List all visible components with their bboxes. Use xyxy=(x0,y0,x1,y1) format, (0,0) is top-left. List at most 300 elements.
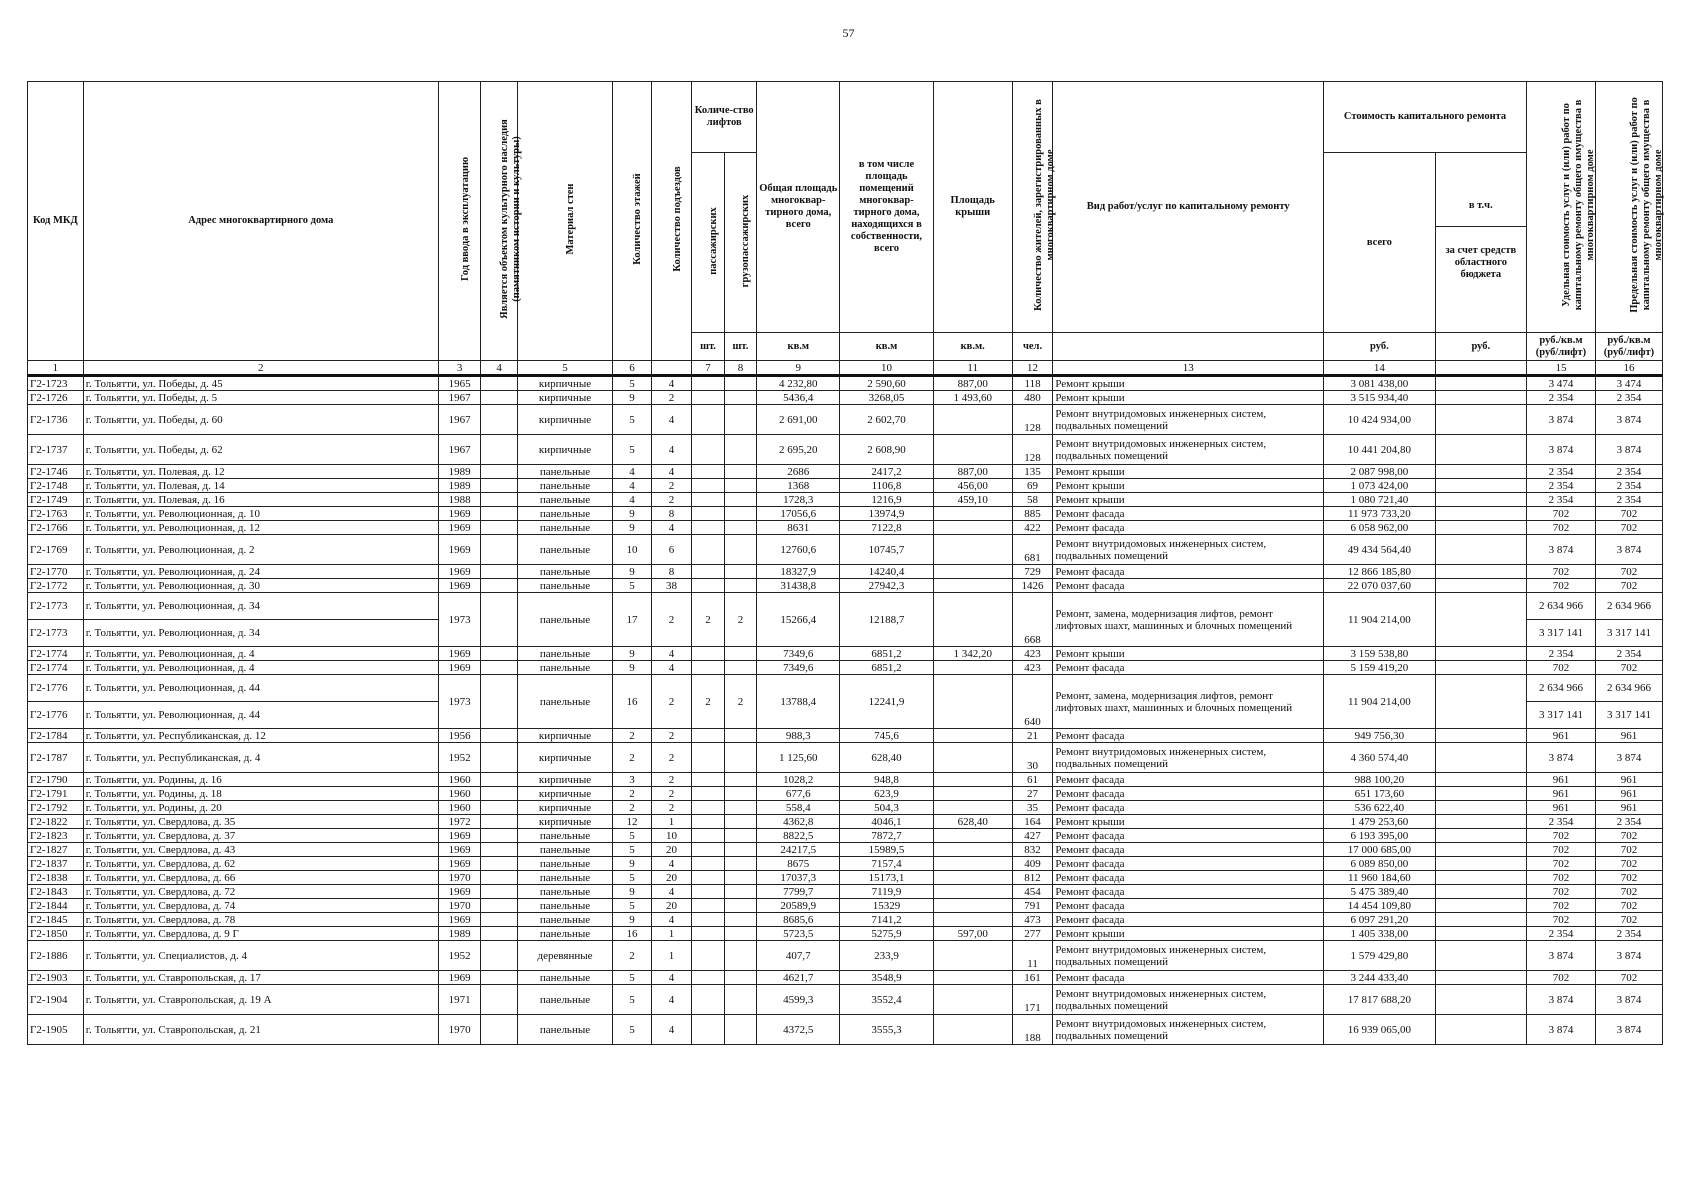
cell-max-cost: 961 xyxy=(1595,773,1662,787)
cell-floors: 17 xyxy=(613,593,652,647)
cell-year: 1971 xyxy=(438,985,481,1015)
cell-residents: 427 xyxy=(1012,829,1053,843)
cell-cost-total: 988 100,20 xyxy=(1324,773,1436,787)
cell-year: 1969 xyxy=(438,857,481,871)
cell-area-owned: 7122,8 xyxy=(840,521,933,535)
cell-year: 1969 xyxy=(438,829,481,843)
cell-roof-area xyxy=(933,885,1012,899)
cell-code: Г2-1827 xyxy=(28,843,84,857)
table-row xyxy=(28,391,1663,405)
cell-cost-regional xyxy=(1435,829,1526,843)
cell-residents: 118 xyxy=(1012,376,1053,391)
cell-material: кирпичные xyxy=(517,405,612,435)
cell-floors: 5 xyxy=(613,843,652,857)
cell-floors: 5 xyxy=(613,435,652,465)
cell-area-owned: 14240,4 xyxy=(840,565,933,579)
cell-address: г. Тольятти, ул. Революционная, д. 30 xyxy=(83,579,438,593)
table-row xyxy=(28,815,1663,829)
cell-area-total: 31438,8 xyxy=(757,579,840,593)
cell-heritage xyxy=(481,647,518,661)
cell-year: 1969 xyxy=(438,535,481,565)
cell-roof-area: 887,00 xyxy=(933,465,1012,479)
cell-material: панельные xyxy=(517,913,612,927)
cell-cost-total: 3 081 438,00 xyxy=(1324,376,1436,391)
cell-material: кирпичные xyxy=(517,815,612,829)
cell-unit-cost: 2 634 966 xyxy=(1526,675,1595,702)
cell-year: 1967 xyxy=(438,405,481,435)
cell-roof-area xyxy=(933,787,1012,801)
cell-cost-total: 5 159 419,20 xyxy=(1324,661,1436,675)
cell-cost-total: 14 454 109,80 xyxy=(1324,899,1436,913)
cell-residents: 277 xyxy=(1012,927,1053,941)
cell-cost-regional xyxy=(1435,535,1526,565)
cell-floors: 5 xyxy=(613,971,652,985)
cell-address: г. Тольятти, ул. Свердлова, д. 37 xyxy=(83,829,438,843)
unit-sqm-1: кв.м xyxy=(757,333,840,361)
cell-cost-regional xyxy=(1435,729,1526,743)
table-row xyxy=(28,647,1663,661)
cell-lifts-passenger xyxy=(692,507,724,521)
cell-max-cost: 702 xyxy=(1595,521,1662,535)
cell-unit-cost: 702 xyxy=(1526,857,1595,871)
cell-roof-area xyxy=(933,507,1012,521)
cell-floors: 9 xyxy=(613,885,652,899)
cell-area-total: 5436,4 xyxy=(757,391,840,405)
cell-floors: 9 xyxy=(613,913,652,927)
cell-lifts-cargo xyxy=(724,465,756,479)
cell-code: Г2-1837 xyxy=(28,857,84,871)
cell-address: г. Тольятти, ул. Ставропольская, д. 19 А xyxy=(83,985,438,1015)
cell-lifts-passenger xyxy=(692,405,724,435)
cell-cost-regional xyxy=(1435,521,1526,535)
cell-residents: 409 xyxy=(1012,857,1053,871)
cell-max-cost: 702 xyxy=(1595,579,1662,593)
cell-lifts-passenger xyxy=(692,941,724,971)
cell-unit-cost: 2 354 xyxy=(1526,465,1595,479)
cell-cost-total: 11 904 214,00 xyxy=(1324,675,1436,729)
cell-heritage xyxy=(481,871,518,885)
cell-area-total: 1368 xyxy=(757,479,840,493)
cell-year: 1969 xyxy=(438,565,481,579)
cell-lifts-passenger xyxy=(692,871,724,885)
cell-work-type: Ремонт фасада xyxy=(1053,843,1324,857)
cell-area-total: 2 695,20 xyxy=(757,435,840,465)
cell-area-owned: 2 602,70 xyxy=(840,405,933,435)
cell-floors: 9 xyxy=(613,507,652,521)
cell-cost-regional xyxy=(1435,787,1526,801)
cell-lifts-cargo xyxy=(724,913,756,927)
cell-area-total: 15266,4 xyxy=(757,593,840,647)
cell-code: Г2-1838 xyxy=(28,871,84,885)
cell-material: панельные xyxy=(517,843,612,857)
cell-cost-total: 49 434 564,40 xyxy=(1324,535,1436,565)
cell-area-owned: 27942,3 xyxy=(840,579,933,593)
cell-work-type: Ремонт фасада xyxy=(1053,507,1324,521)
cell-cost-total: 12 866 185,80 xyxy=(1324,565,1436,579)
cell-lifts-cargo xyxy=(724,435,756,465)
table-row xyxy=(28,857,1663,871)
cell-cost-total: 1 073 424,00 xyxy=(1324,479,1436,493)
cell-residents: 423 xyxy=(1012,661,1053,675)
cell-area-owned: 7119,9 xyxy=(840,885,933,899)
cell-entrances: 4 xyxy=(651,913,692,927)
cell-max-cost: 702 xyxy=(1595,843,1662,857)
cell-floors: 9 xyxy=(613,521,652,535)
cell-lifts-passenger xyxy=(692,647,724,661)
cell-lifts-passenger xyxy=(692,913,724,927)
cell-max-cost: 702 xyxy=(1595,661,1662,675)
cell-material: панельные xyxy=(517,565,612,579)
cell-heritage xyxy=(481,829,518,843)
cell-heritage xyxy=(481,593,518,647)
header-heritage: Является объектом культурного наследия (памятником истории и культуры) xyxy=(481,82,518,361)
cell-lifts-cargo xyxy=(724,391,756,405)
header-lifts: Количе-ство лифтов xyxy=(692,82,757,153)
cell-address: г. Тольятти, ул. Победы, д. 5 xyxy=(83,391,438,405)
cell-area-owned: 3555,3 xyxy=(840,1015,933,1045)
cell-residents: 161 xyxy=(1012,971,1053,985)
cell-heritage xyxy=(481,493,518,507)
cell-cost-regional xyxy=(1435,941,1526,971)
cell-lifts-cargo xyxy=(724,743,756,773)
cell-area-total: 2686 xyxy=(757,465,840,479)
cell-cost-regional xyxy=(1435,579,1526,593)
cell-cost-total: 536 622,40 xyxy=(1324,801,1436,815)
cell-area-owned: 504,3 xyxy=(840,801,933,815)
cell-entrances: 6 xyxy=(651,535,692,565)
cell-unit-cost: 702 xyxy=(1526,507,1595,521)
cell-material: панельные xyxy=(517,579,612,593)
cell-entrances: 2 xyxy=(651,593,692,647)
cell-heritage xyxy=(481,815,518,829)
cell-residents: 27 xyxy=(1012,787,1053,801)
cell-lifts-passenger xyxy=(692,815,724,829)
table-row xyxy=(28,376,1663,391)
cell-residents: 832 xyxy=(1012,843,1053,857)
cell-lifts-passenger xyxy=(692,885,724,899)
cell-lifts-passenger xyxy=(692,985,724,1015)
cell-address: г. Тольятти, ул. Свердлова, д. 74 xyxy=(83,899,438,913)
cell-max-cost: 702 xyxy=(1595,971,1662,985)
cell-address: г. Тольятти, ул. Революционная, д. 4 xyxy=(83,661,438,675)
cell-cost-total: 5 475 389,40 xyxy=(1324,885,1436,899)
cell-floors: 5 xyxy=(613,376,652,391)
cell-area-owned: 12188,7 xyxy=(840,593,933,647)
cell-roof-area xyxy=(933,743,1012,773)
cell-max-cost: 961 xyxy=(1595,787,1662,801)
cell-unit-cost: 961 xyxy=(1526,787,1595,801)
cell-heritage xyxy=(481,941,518,971)
header-area-total: Общая площадь многоквар-тирного дома, всего xyxy=(757,82,840,333)
table-row xyxy=(28,787,1663,801)
table-row xyxy=(28,479,1663,493)
cell-entrances: 4 xyxy=(651,521,692,535)
cell-area-owned: 2 590,60 xyxy=(840,376,933,391)
header-cost-regional: за счет средств областного бюджета xyxy=(1445,245,1517,280)
cell-unit-cost: 3 874 xyxy=(1526,743,1595,773)
cell-material: панельные xyxy=(517,871,612,885)
cell-work-type: Ремонт крыши xyxy=(1053,927,1324,941)
cell-address: г. Тольятти, ул. Свердлова, д. 9 Г xyxy=(83,927,438,941)
cell-max-cost: 2 354 xyxy=(1595,927,1662,941)
cell-entrances: 1 xyxy=(651,927,692,941)
cell-area-owned: 10745,7 xyxy=(840,535,933,565)
cell-cost-regional xyxy=(1435,927,1526,941)
cell-code: Г2-1776 xyxy=(28,675,84,702)
cell-address: г. Тольятти, ул. Революционная, д. 4 xyxy=(83,647,438,661)
cell-max-cost: 3 874 xyxy=(1595,535,1662,565)
cell-entrances: 4 xyxy=(651,376,692,391)
cell-material: панельные xyxy=(517,647,612,661)
cell-cost-regional xyxy=(1435,391,1526,405)
cell-entrances: 2 xyxy=(651,493,692,507)
cell-year: 1969 xyxy=(438,913,481,927)
cell-code: Г2-1748 xyxy=(28,479,84,493)
cell-entrances: 4 xyxy=(651,405,692,435)
cell-max-cost: 702 xyxy=(1595,899,1662,913)
cell-lifts-passenger xyxy=(692,479,724,493)
cell-work-type: Ремонт крыши xyxy=(1053,465,1324,479)
cell-work-type: Ремонт внутридомовых инженерных систем, подвальных помещений xyxy=(1053,535,1324,565)
cell-residents: 668 xyxy=(1012,593,1053,647)
cell-entrances: 20 xyxy=(651,899,692,913)
cell-code: Г2-1737 xyxy=(28,435,84,465)
cell-area-total: 24217,5 xyxy=(757,843,840,857)
cell-roof-area xyxy=(933,729,1012,743)
cell-floors: 2 xyxy=(613,729,652,743)
cell-address: г. Тольятти, ул. Полевая, д. 12 xyxy=(83,465,438,479)
cell-floors: 10 xyxy=(613,535,652,565)
cell-residents: 423 xyxy=(1012,647,1053,661)
cell-area-owned: 948,8 xyxy=(840,773,933,787)
cell-work-type: Ремонт крыши xyxy=(1053,493,1324,507)
table-header xyxy=(28,82,1663,361)
cell-floors: 5 xyxy=(613,1015,652,1045)
cell-lifts-passenger xyxy=(692,521,724,535)
cell-code: Г2-1766 xyxy=(28,521,84,535)
cell-area-owned: 13974,9 xyxy=(840,507,933,521)
cell-area-total: 7349,6 xyxy=(757,647,840,661)
header-roof-area: Площадь крыши xyxy=(933,82,1012,333)
cell-area-total: 4372,5 xyxy=(757,1015,840,1045)
cell-unit-cost: 2 354 xyxy=(1526,927,1595,941)
cell-roof-area: 456,00 xyxy=(933,479,1012,493)
cell-year: 1969 xyxy=(438,647,481,661)
cell-area-owned: 1106,8 xyxy=(840,479,933,493)
cell-unit-cost: 702 xyxy=(1526,521,1595,535)
cell-address: г. Тольятти, ул. Революционная, д. 34 xyxy=(83,620,438,647)
cell-work-type: Ремонт фасада xyxy=(1053,871,1324,885)
cell-year: 1989 xyxy=(438,465,481,479)
cell-heritage xyxy=(481,743,518,773)
cell-area-total: 8685,6 xyxy=(757,913,840,927)
cell-lifts-cargo xyxy=(724,376,756,391)
cell-max-cost: 3 874 xyxy=(1595,1015,1662,1045)
cell-residents: 791 xyxy=(1012,899,1053,913)
cell-cost-total: 949 756,30 xyxy=(1324,729,1436,743)
cell-unit-cost: 702 xyxy=(1526,661,1595,675)
cell-floors: 5 xyxy=(613,829,652,843)
cell-unit-cost: 702 xyxy=(1526,885,1595,899)
cell-floors: 5 xyxy=(613,985,652,1015)
cell-floors: 2 xyxy=(613,941,652,971)
cell-area-total: 988,3 xyxy=(757,729,840,743)
cell-code: Г2-1886 xyxy=(28,941,84,971)
cell-work-type: Ремонт фасада xyxy=(1053,913,1324,927)
cell-material: панельные xyxy=(517,1015,612,1045)
cell-lifts-passenger xyxy=(692,801,724,815)
cell-area-total: 7799,7 xyxy=(757,885,840,899)
header-year: Год ввода в эксплуатацию xyxy=(438,82,481,361)
cell-entrances: 2 xyxy=(651,773,692,787)
cell-floors: 12 xyxy=(613,815,652,829)
cell-entrances: 4 xyxy=(651,985,692,1015)
table-row xyxy=(28,535,1663,565)
cell-year: 1969 xyxy=(438,885,481,899)
cell-year: 1989 xyxy=(438,479,481,493)
cell-address: г. Тольятти, ул. Революционная, д. 44 xyxy=(83,675,438,702)
cell-work-type: Ремонт внутридомовых инженерных систем, подвальных помещений xyxy=(1053,405,1324,435)
cell-cost-total: 10 441 204,80 xyxy=(1324,435,1436,465)
cell-area-owned: 7141,2 xyxy=(840,913,933,927)
cell-entrances: 4 xyxy=(651,465,692,479)
cell-residents: 1426 xyxy=(1012,579,1053,593)
cell-cost-total: 17 000 685,00 xyxy=(1324,843,1436,857)
cell-residents: 164 xyxy=(1012,815,1053,829)
cell-cost-regional xyxy=(1435,647,1526,661)
cell-max-cost: 2 634 966 xyxy=(1595,593,1662,620)
table-row xyxy=(28,941,1663,971)
cell-lifts-cargo xyxy=(724,857,756,871)
cell-cost-total: 1 405 338,00 xyxy=(1324,927,1436,941)
cell-lifts-passenger xyxy=(692,729,724,743)
cell-code: Г2-1772 xyxy=(28,579,84,593)
header-cost-total: всего xyxy=(1324,153,1436,333)
cell-year: 1973 xyxy=(438,675,481,729)
table-row xyxy=(28,913,1663,927)
cell-heritage xyxy=(481,843,518,857)
cell-entrances: 8 xyxy=(651,507,692,521)
cell-year: 1973 xyxy=(438,593,481,647)
cell-unit-cost: 3 474 xyxy=(1526,376,1595,391)
cell-material: панельные xyxy=(517,927,612,941)
cell-code: Г2-1763 xyxy=(28,507,84,521)
cell-lifts-cargo xyxy=(724,985,756,1015)
cell-roof-area: 1 342,20 xyxy=(933,647,1012,661)
cell-heritage xyxy=(481,535,518,565)
header-cost-incl-label: в т.ч. xyxy=(1436,186,1526,227)
cell-residents: 128 xyxy=(1012,405,1053,435)
cell-roof-area xyxy=(933,593,1012,647)
cell-unit-cost: 961 xyxy=(1526,729,1595,743)
cell-heritage xyxy=(481,913,518,927)
cell-code: Г2-1770 xyxy=(28,565,84,579)
cell-cost-regional xyxy=(1435,661,1526,675)
cell-max-cost: 3 317 141 xyxy=(1595,620,1662,647)
cell-code: Г2-1850 xyxy=(28,927,84,941)
cell-heritage xyxy=(481,787,518,801)
cell-residents: 473 xyxy=(1012,913,1053,927)
cell-area-total: 1028,2 xyxy=(757,773,840,787)
cell-entrances: 4 xyxy=(651,435,692,465)
cell-entrances: 2 xyxy=(651,479,692,493)
cell-entrances: 2 xyxy=(651,729,692,743)
cell-roof-area xyxy=(933,579,1012,593)
cell-cost-regional xyxy=(1435,815,1526,829)
cell-area-owned: 1216,9 xyxy=(840,493,933,507)
cell-year: 1960 xyxy=(438,801,481,815)
cell-unit-cost: 702 xyxy=(1526,913,1595,927)
cell-lifts-passenger xyxy=(692,773,724,787)
cell-area-owned: 2417,2 xyxy=(840,465,933,479)
cell-material: панельные xyxy=(517,829,612,843)
cell-cost-total: 3 159 538,80 xyxy=(1324,647,1436,661)
cell-address: г. Тольятти, ул. Республиканская, д. 12 xyxy=(83,729,438,743)
cell-address: г. Тольятти, ул. Специалистов, д. 4 xyxy=(83,941,438,971)
cell-entrances: 1 xyxy=(651,941,692,971)
cell-lifts-passenger: 2 xyxy=(692,593,724,647)
cell-area-owned: 745,6 xyxy=(840,729,933,743)
cell-lifts-passenger xyxy=(692,376,724,391)
cell-work-type: Ремонт фасада xyxy=(1053,885,1324,899)
cell-residents: 729 xyxy=(1012,565,1053,579)
cell-entrances: 38 xyxy=(651,579,692,593)
cell-material: панельные xyxy=(517,507,612,521)
cell-entrances: 2 xyxy=(651,787,692,801)
cell-residents: 35 xyxy=(1012,801,1053,815)
cell-lifts-passenger xyxy=(692,391,724,405)
cell-lifts-cargo xyxy=(724,493,756,507)
cell-year: 1969 xyxy=(438,843,481,857)
cell-unit-cost: 3 874 xyxy=(1526,941,1595,971)
cell-material: панельные xyxy=(517,661,612,675)
cell-year: 1952 xyxy=(438,743,481,773)
cell-unit-cost: 702 xyxy=(1526,829,1595,843)
cell-cost-regional xyxy=(1435,1015,1526,1045)
cell-cost-total: 2 087 998,00 xyxy=(1324,465,1436,479)
cell-code: Г2-1823 xyxy=(28,829,84,843)
table-row xyxy=(28,871,1663,885)
cell-max-cost: 702 xyxy=(1595,565,1662,579)
cell-year: 1969 xyxy=(438,521,481,535)
cell-area-owned: 7872,7 xyxy=(840,829,933,843)
cell-lifts-passenger xyxy=(692,927,724,941)
cell-unit-cost: 2 354 xyxy=(1526,493,1595,507)
cell-code: Г2-1845 xyxy=(28,913,84,927)
cell-heritage xyxy=(481,579,518,593)
cell-lifts-cargo xyxy=(724,773,756,787)
cell-cost-total: 3 244 433,40 xyxy=(1324,971,1436,985)
cell-cost-total: 17 817 688,20 xyxy=(1324,985,1436,1015)
unit-sqm-2: кв.м xyxy=(840,333,933,361)
cell-lifts-passenger xyxy=(692,465,724,479)
cell-max-cost: 702 xyxy=(1595,829,1662,843)
cell-lifts-passenger: 2 xyxy=(692,675,724,729)
cell-cost-regional xyxy=(1435,376,1526,391)
cell-lifts-passenger xyxy=(692,971,724,985)
cell-address: г. Тольятти, ул. Свердлова, д. 43 xyxy=(83,843,438,857)
cell-max-cost: 961 xyxy=(1595,801,1662,815)
cell-work-type: Ремонт фасада xyxy=(1053,661,1324,675)
cell-address: г. Тольятти, ул. Революционная, д. 2 xyxy=(83,535,438,565)
cell-address: г. Тольятти, ул. Победы, д. 62 xyxy=(83,435,438,465)
cell-lifts-cargo xyxy=(724,787,756,801)
cell-work-type: Ремонт крыши xyxy=(1053,647,1324,661)
cell-material: кирпичные xyxy=(517,391,612,405)
cell-cost-regional xyxy=(1435,675,1526,729)
cell-roof-area xyxy=(933,1015,1012,1045)
cell-lifts-cargo xyxy=(724,941,756,971)
